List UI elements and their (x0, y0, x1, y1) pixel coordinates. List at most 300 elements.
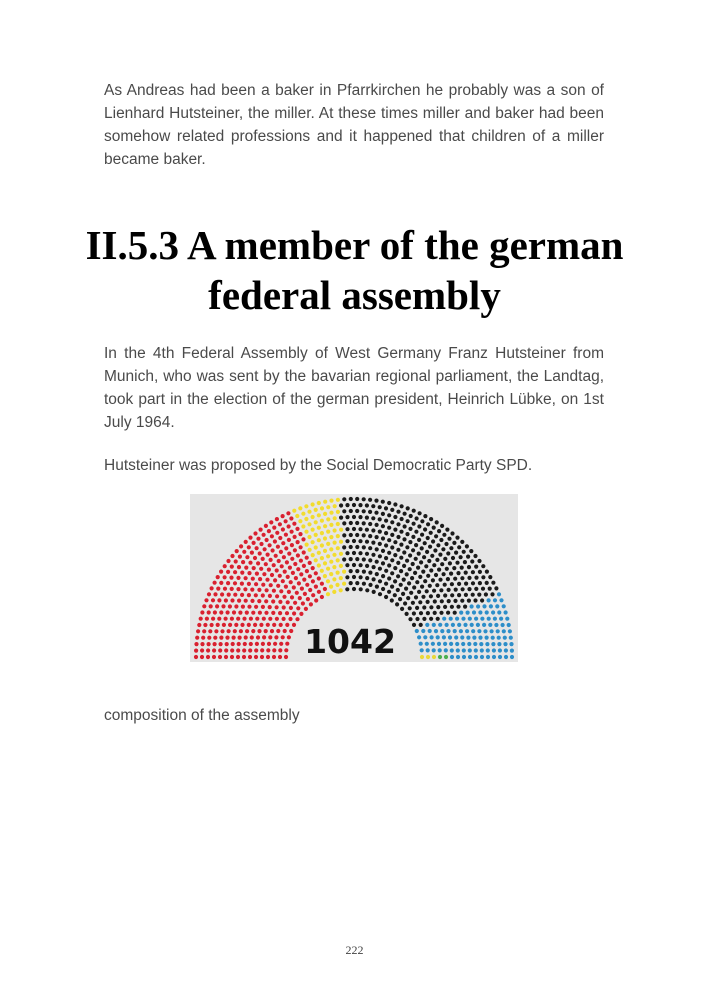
seat-dot (277, 559, 281, 563)
seat-dot (420, 546, 424, 550)
seat-dot (200, 642, 204, 646)
seat-dot (433, 599, 437, 603)
seat-dot (422, 555, 426, 559)
seat-dot (220, 629, 224, 633)
seat-dot (332, 577, 336, 581)
seat-dot (289, 606, 293, 610)
seat-dot (289, 629, 293, 633)
seat-dot (283, 629, 287, 633)
seat-dot (396, 548, 400, 552)
seat-dot (250, 635, 254, 639)
seat-dot (305, 556, 309, 560)
seat-dot (372, 577, 376, 581)
seat-dot (428, 584, 432, 588)
seat-dot (429, 517, 433, 521)
seat-dot (224, 598, 228, 602)
seat-dot (463, 560, 467, 564)
seat-dot (262, 635, 266, 639)
seat-dot (491, 642, 495, 646)
seat-dot (285, 623, 289, 627)
seat-dot (384, 595, 388, 599)
seat-dot (408, 606, 412, 610)
seat-dot (236, 576, 240, 580)
seat-dot (466, 555, 470, 559)
seat-dot (449, 572, 453, 576)
page-number: 222 (345, 943, 364, 957)
seat-dot (254, 655, 258, 659)
seat-dot (371, 528, 375, 532)
seat-dot (504, 610, 508, 614)
seat-dot (207, 592, 211, 596)
seat-dot (381, 500, 385, 504)
seat-dot (317, 576, 321, 580)
seat-dot (251, 577, 255, 581)
seat-dot (259, 542, 263, 546)
seat-dot (390, 545, 394, 549)
seat-dot (422, 605, 426, 609)
seat-dot (285, 560, 289, 564)
seat-dot (349, 533, 353, 537)
seat-dot (269, 558, 273, 562)
seat-dot (250, 551, 254, 555)
seat-dot (297, 581, 301, 585)
seat-dot (251, 611, 255, 615)
seat-dot (454, 551, 458, 555)
seat-dot (455, 617, 459, 621)
seat-dot (408, 527, 412, 531)
seat-dot (323, 587, 327, 591)
seat-dot (499, 617, 503, 621)
seat-dot (256, 635, 260, 639)
seat-dot (336, 510, 340, 514)
seat-dot (317, 590, 321, 594)
seat-dot (453, 599, 457, 603)
seat-dot (232, 610, 236, 614)
seat-dot (358, 515, 362, 519)
seat-dot (402, 564, 406, 568)
seat-dot (468, 648, 472, 652)
seat-dot (406, 519, 410, 523)
seat-dot (251, 629, 255, 633)
seat-dot (381, 536, 385, 540)
seat-dot (342, 509, 346, 513)
seat-dot (326, 517, 330, 521)
seat-dot (427, 559, 431, 563)
seat-dot (231, 642, 235, 646)
seat-dot (438, 655, 442, 659)
seat-dot (345, 527, 349, 531)
seat-dot (317, 563, 321, 567)
seat-dot (233, 629, 237, 633)
seat-dot (417, 590, 421, 594)
seat-dot (254, 648, 258, 652)
seat-dot (368, 522, 372, 526)
seat-dot (292, 611, 296, 615)
seat-dot (285, 642, 289, 646)
seat-dot (215, 604, 219, 608)
seat-dot (371, 516, 375, 520)
seat-dot (393, 515, 397, 519)
seat-dot (264, 524, 268, 528)
paragraph-intro: As Andreas had been a baker in Pfarrkirchen he probably was a son of Lienhard Hutsteiner, the miller. At these times miller and baker had been somehow related professions and it happened that children of a miller became baker. (104, 82, 604, 168)
seat-dot (384, 582, 388, 586)
seat-dot (378, 517, 382, 521)
seat-dot (238, 636, 242, 640)
seat-dot (283, 570, 287, 574)
seat-dot (455, 561, 459, 565)
seat-dot (425, 550, 429, 554)
seat-dot (467, 587, 471, 591)
seat-dot (464, 582, 468, 586)
seat-dot (378, 579, 382, 583)
seat-dot (275, 617, 279, 621)
seat-dot (460, 566, 464, 570)
seat-dot (272, 655, 276, 659)
seat-dot (460, 576, 464, 580)
seat-dot (262, 572, 266, 576)
seat-dot (471, 570, 475, 574)
seat-dot (304, 607, 308, 611)
seat-dot (320, 556, 324, 560)
seat-dot (435, 583, 439, 587)
seat-dot (494, 623, 498, 627)
seat-dot (435, 520, 439, 524)
seat-dot (287, 590, 291, 594)
seat-dot (267, 568, 271, 572)
seat-dot (276, 545, 280, 549)
seat-dot (508, 629, 512, 633)
seat-dot (339, 540, 343, 544)
seat-dot (326, 592, 330, 596)
seat-dot (291, 571, 295, 575)
seat-dot (489, 604, 493, 608)
seat-dot (306, 597, 310, 601)
seat-dot (272, 526, 276, 530)
seat-dot (438, 578, 442, 582)
seat-dot (478, 581, 482, 585)
seat-dot (417, 524, 421, 528)
seat-dot (265, 538, 269, 542)
seat-dot (326, 530, 330, 534)
seat-dot (362, 582, 366, 586)
seat-dot (200, 648, 204, 652)
seat-dot (384, 531, 388, 535)
seat-dot (390, 533, 394, 537)
seat-dot (241, 560, 245, 564)
seat-dot (464, 593, 468, 597)
seat-dot (195, 636, 199, 640)
seat-dot (305, 569, 309, 573)
seat-dot (436, 605, 440, 609)
seat-dot (261, 583, 265, 587)
seat-dot (478, 610, 482, 614)
seat-dot (396, 561, 400, 565)
seat-dot (445, 567, 449, 571)
seat-dot (349, 569, 353, 573)
seat-dot (345, 539, 349, 543)
seat-dot (493, 598, 497, 602)
seat-dot (257, 599, 261, 603)
seat-dot (317, 526, 321, 530)
seat-dot (497, 642, 501, 646)
seat-dot (311, 502, 315, 506)
seat-dot (247, 571, 251, 575)
seat-dot (402, 537, 406, 541)
seat-dot (471, 581, 475, 585)
seat-dot (218, 648, 222, 652)
seat-dot (342, 545, 346, 549)
seat-dot (342, 570, 346, 574)
seat-dot (372, 565, 376, 569)
seat-dot (439, 588, 443, 592)
seat-dot (387, 551, 391, 555)
seat-dot (466, 636, 470, 640)
seat-dot (445, 528, 449, 532)
seat-dot (387, 526, 391, 530)
seat-dot (436, 617, 440, 621)
seat-dot (406, 506, 410, 510)
seat-dot (323, 524, 327, 528)
seat-dot (485, 570, 489, 574)
seat-dot (375, 547, 379, 551)
seat-dot (432, 655, 436, 659)
seat-dot (467, 576, 471, 580)
seat-dot (298, 596, 302, 600)
seat-dot (301, 512, 305, 516)
seat-dot (438, 553, 442, 557)
seat-dot (453, 577, 457, 581)
seat-dot (414, 530, 418, 534)
seat-dot (402, 550, 406, 554)
seat-dot (502, 629, 506, 633)
seat-dot (390, 585, 394, 589)
seat-dot (396, 522, 400, 526)
seat-dot (233, 570, 237, 574)
seat-dot (393, 553, 397, 557)
seat-dot (302, 578, 306, 582)
seat-dot (425, 623, 429, 627)
seat-dot (443, 557, 447, 561)
seat-dot (314, 558, 318, 562)
seat-dot (292, 522, 296, 526)
seat-dot (256, 561, 260, 565)
seat-dot (210, 623, 214, 627)
seat-dot (420, 648, 424, 652)
seat-dot (214, 629, 218, 633)
seat-dot (444, 648, 448, 652)
seat-dot (480, 648, 484, 652)
seat-dot (450, 655, 454, 659)
seat-dot (234, 623, 238, 627)
seat-dot (358, 539, 362, 543)
seat-dot (282, 555, 286, 559)
seat-dot (299, 559, 303, 563)
seat-dot (396, 588, 400, 592)
seat-dot (484, 592, 488, 596)
seat-dot (239, 629, 243, 633)
seat-dot (461, 587, 465, 591)
seat-dot (503, 636, 507, 640)
seat-dot (358, 527, 362, 531)
seat-dot (426, 655, 430, 659)
seat-dot (320, 519, 324, 523)
seat-dot (254, 593, 258, 597)
seat-dot (230, 598, 234, 602)
seat-dot (432, 526, 436, 530)
seat-dot (290, 595, 294, 599)
seat-dot (408, 567, 412, 571)
seat-dot (308, 588, 312, 592)
seat-dot (234, 604, 238, 608)
seat-dot (196, 629, 200, 633)
seat-dot (462, 655, 466, 659)
seat-dot (443, 642, 447, 646)
seat-dot (400, 504, 404, 508)
seat-dot (326, 567, 330, 571)
seat-dot (432, 589, 436, 593)
seat-dot (293, 562, 297, 566)
seat-dot (425, 589, 429, 593)
seat-dot (284, 655, 288, 659)
seat-dot (419, 642, 423, 646)
seat-dot (390, 598, 394, 602)
seat-dot (450, 605, 454, 609)
seat-dot (219, 581, 223, 585)
seat-dot (482, 604, 486, 608)
seat-dot (242, 617, 246, 621)
seat-dot (436, 594, 440, 598)
seat-dot (220, 592, 224, 596)
seat-dot (253, 623, 257, 627)
seat-dot (429, 605, 433, 609)
seat-dot (403, 524, 407, 528)
seat-dot (282, 617, 286, 621)
seat-dot (342, 557, 346, 561)
seat-dot (418, 600, 422, 604)
seat-dot (472, 636, 476, 640)
seat-dot (448, 635, 452, 639)
seat-dot (411, 562, 415, 566)
seat-dot (213, 581, 217, 585)
seat-dot (460, 599, 464, 603)
seat-dot (342, 533, 346, 537)
seat-dot (387, 501, 391, 505)
seat-dot (226, 610, 230, 614)
seat-dot (421, 570, 425, 574)
seat-dot (371, 541, 375, 545)
seat-dot (249, 617, 253, 621)
seat-dot (365, 564, 369, 568)
seat-dot (303, 592, 307, 596)
seat-dot (490, 629, 494, 633)
seat-dot (365, 552, 369, 556)
seat-dot (314, 508, 318, 512)
seat-dot (333, 504, 337, 508)
seat-dot (434, 534, 438, 538)
seat-dot (233, 581, 237, 585)
seat-dot (390, 508, 394, 512)
seat-dot (487, 617, 491, 621)
seat-dot (381, 512, 385, 516)
seat-dot (228, 604, 232, 608)
seat-dot (466, 611, 470, 615)
seat-dot (450, 593, 454, 597)
seat-dot (308, 548, 312, 552)
seat-dot (426, 600, 430, 604)
seat-dot (442, 617, 446, 621)
seat-dot (326, 579, 330, 583)
seat-dot (420, 585, 424, 589)
seat-dot (242, 550, 246, 554)
seat-dot (471, 593, 475, 597)
seat-dot (413, 571, 417, 575)
seat-dot (295, 514, 299, 518)
seat-dot (399, 583, 403, 587)
seat-dot (497, 592, 501, 596)
seat-dot (278, 536, 282, 540)
seat-dot (339, 503, 343, 507)
seat-dot (423, 579, 427, 583)
seat-dot (270, 573, 274, 577)
seat-dot (415, 606, 419, 610)
seat-dot (412, 509, 416, 513)
seat-dot (419, 611, 423, 615)
seat-dot (438, 623, 442, 627)
seat-dot (497, 636, 501, 640)
seat-dot (440, 629, 444, 633)
seat-dot (261, 557, 265, 561)
seat-dot (284, 533, 288, 537)
seat-dot (279, 642, 283, 646)
seat-dot (311, 593, 315, 597)
seat-dot (237, 565, 241, 569)
seat-dot (396, 574, 400, 578)
seat-dot (417, 538, 421, 542)
seat-dot (326, 554, 330, 558)
seat-dot (345, 587, 349, 591)
seat-dot (459, 555, 463, 559)
seat-dot (399, 543, 403, 547)
seat-dot (264, 599, 268, 603)
seat-dot (240, 582, 244, 586)
seat-dot (275, 605, 279, 609)
seat-dot (440, 562, 444, 566)
seat-dot (342, 497, 346, 501)
seat-dot (236, 655, 240, 659)
seat-dot (202, 629, 206, 633)
seat-dot (463, 623, 467, 627)
seat-dot (264, 611, 268, 615)
seat-dot (255, 572, 259, 576)
seat-dot (355, 521, 359, 525)
seat-dot (259, 528, 263, 532)
seat-dot (281, 579, 285, 583)
seat-dot (276, 584, 280, 588)
seat-dot (409, 514, 413, 518)
seat-dot (200, 655, 204, 659)
seat-dot (505, 617, 509, 621)
seat-dot (287, 524, 291, 528)
seat-dot (329, 547, 333, 551)
seat-dot (393, 566, 397, 570)
seat-dot (225, 642, 229, 646)
seat-dot (254, 605, 258, 609)
seat-dot (209, 604, 213, 608)
seat-dot (345, 503, 349, 507)
seat-dot (457, 545, 461, 549)
seat-dot (249, 642, 253, 646)
seat-dot (230, 554, 234, 558)
